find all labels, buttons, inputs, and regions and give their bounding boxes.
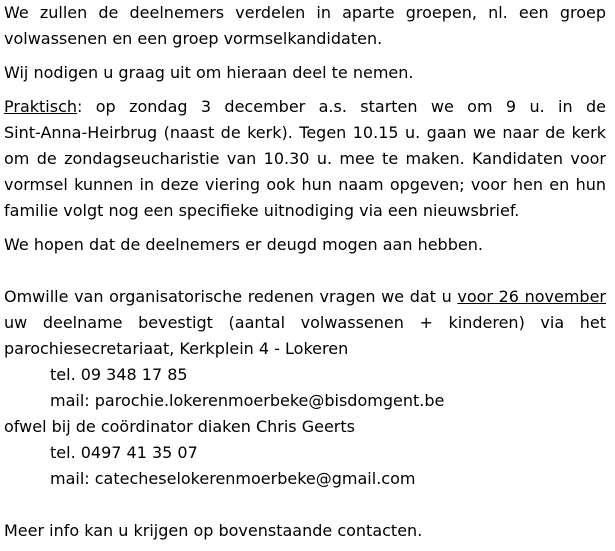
practical-line-3: om de zondagseucharistie van 10.30 u. mee te maken. Kandidaten voor xyxy=(4,149,606,168)
registration-line-2: uw deelname bevestigt (aantal volwassenen + kinderen) via het xyxy=(4,313,606,332)
footer-text: Meer info kan u krijgen op bovenstaande contacten. xyxy=(4,521,423,540)
coordinator-text: ofwel bij de coördinator diaken Chris Geerts xyxy=(4,417,355,436)
registration-deadline: voor 26 november xyxy=(457,287,606,306)
intro-line-2: volwassenen en een groep vormselkandidaten. xyxy=(4,29,383,48)
practical-line-2: Sint-Anna-Heirbrug (naast de kerk). Tegen 10.15 u. gaan we naar de kerk xyxy=(4,123,606,142)
practical-line-1 xyxy=(4,94,606,120)
document-body xyxy=(4,0,606,544)
secretariat-email: mail: parochie.lokerenmoerbeke@bisdomgent.be xyxy=(50,391,445,410)
registration-line-1 xyxy=(4,284,606,310)
practical-line-4: vormsel kunnen in deze viering ook hun naam opgeven; voor hen en hun xyxy=(4,175,606,194)
coordinator-email: mail: catecheselokerenmoerbeke@gmail.com xyxy=(50,469,416,488)
coordinator-phone: tel. 0497 41 35 07 xyxy=(50,443,198,462)
hope-text: We hopen dat de deelnemers er deugd mogen aan hebben. xyxy=(4,235,483,254)
practical-line-1-text: : op zondag 3 december a.s. starten we om 9 u. in de xyxy=(77,97,606,116)
invitation-text: Wij nodigen u graag uit om hieraan deel te nemen. xyxy=(4,63,414,82)
intro-line-1: We zullen de deelnemers verdelen in aparte groepen, nl. een groep xyxy=(4,3,606,22)
secretariat-phone: tel. 09 348 17 85 xyxy=(50,365,188,384)
registration-line-1-text: Omwille van organisatorische redenen vragen we dat u xyxy=(4,287,458,306)
practical-label: Praktisch xyxy=(4,97,78,116)
practical-line-5: familie volgt nog een specifieke uitnodiging via een nieuwsbrief. xyxy=(4,201,520,220)
registration-line-3: parochiesecretariaat, Kerkplein 4 - Lokeren xyxy=(4,339,349,358)
